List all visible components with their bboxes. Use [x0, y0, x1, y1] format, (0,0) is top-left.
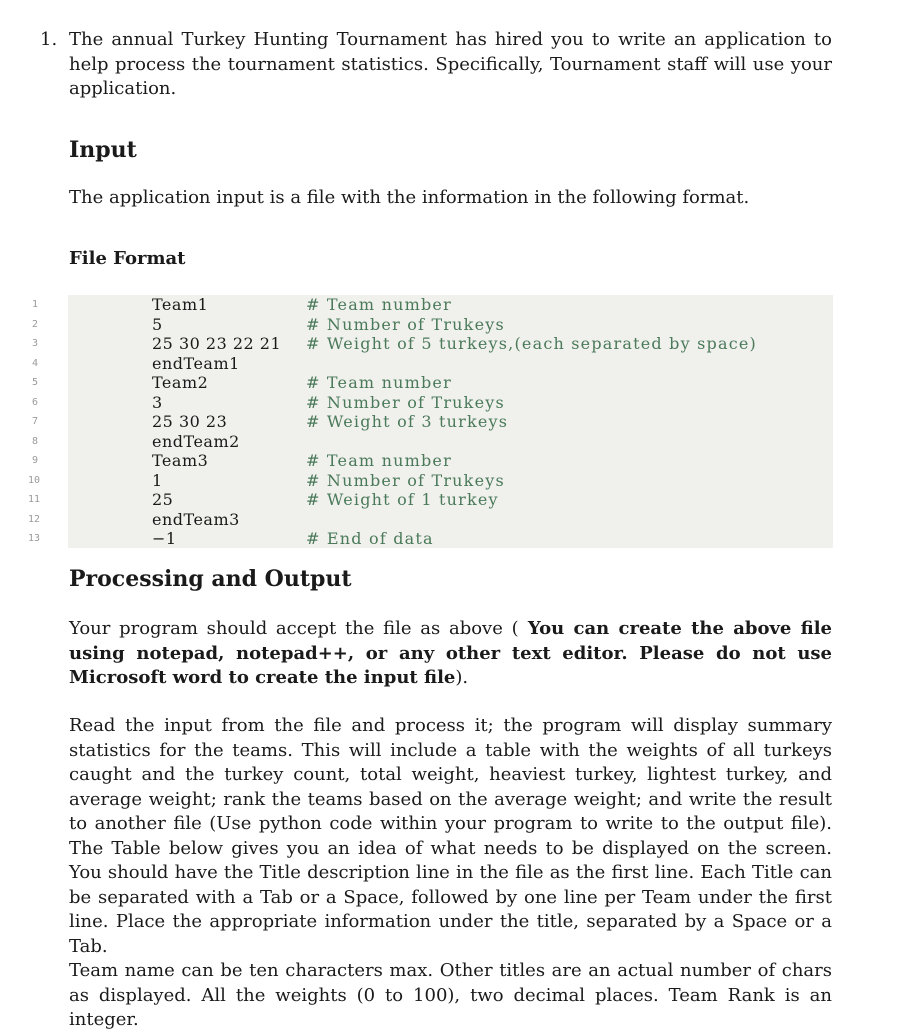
- line-number: 6: [31, 396, 38, 408]
- line-number: 10: [28, 474, 41, 486]
- code-text: 25 30 23 22 21: [152, 334, 282, 353]
- file-format-heading: File Format: [69, 248, 186, 269]
- processing-paragraph-2: Read the input from the file and process it; the program will display summary statistics for the teams. This will include a table with the weights of all turkeys caught and the turkey count, total weight, heaviest turkey, lightest turkey, and average weight; rank the teams based on the average weight; and write the result to another file (Use python code within your program to write to the output file). The Table below gives you an idea of what needs to be displayed on the screen. You should have the Title description line in the file as the first line. Each Title can be separated with a Tab or a Space, followed by one line per Team under the first line. Place the appropriate information under the title, separated by a Space or a Tab.: [69, 715, 832, 957]
- code-comment: # Team number: [306, 373, 452, 392]
- code-text: −1: [152, 529, 177, 548]
- line-number: 8: [31, 435, 38, 447]
- code-text: Team2: [152, 373, 209, 392]
- input-heading: Input: [69, 137, 137, 163]
- code-text: 25 30 23: [152, 412, 228, 431]
- para1-text-a: Your program should accept the file as above (: [69, 618, 519, 639]
- code-comment: # Number of Trukeys: [306, 314, 505, 334]
- code-line: [28, 451, 833, 471]
- processing-output-heading: Processing and Output: [69, 566, 352, 592]
- code-line: [28, 490, 833, 510]
- para1-text-b: ).: [455, 667, 469, 688]
- code-line: [28, 334, 833, 354]
- line-number: 11: [28, 494, 41, 505]
- problem-statement: [40, 28, 832, 102]
- line-number: 12: [28, 513, 41, 525]
- code-line: [28, 432, 833, 452]
- para1-bold-text: You can create the above file using notepad, notepad++, or any other text editor. Please do not use Microsoft word to create the input file: [69, 618, 833, 688]
- code-line: [28, 295, 833, 315]
- code-comment: # Weight of 5 turkeys,(each separated by space): [306, 334, 757, 353]
- code-text: Team3: [152, 451, 209, 470]
- code-comment: # End of data: [306, 529, 434, 548]
- code-text: 25: [152, 490, 174, 509]
- code-comment: # Number of Trukeys: [306, 392, 505, 412]
- code-text: endTeam2: [152, 431, 240, 451]
- code-comment: # Team number: [306, 295, 452, 314]
- line-number: 7: [31, 416, 38, 427]
- code-comment: # Weight of 3 turkeys: [306, 412, 509, 431]
- problem-text: The annual Turkey Hunting Tournament has hired you to write an application to help process the tournament statistics. Specifically, Tournament staff will use your application.: [69, 29, 832, 99]
- code-comment: # Weight of 1 turkey: [306, 490, 499, 509]
- code-comment: # Number of Trukeys: [306, 470, 505, 490]
- code-text: 1: [152, 470, 163, 490]
- line-number: 1: [31, 299, 38, 310]
- line-number: 2: [31, 318, 38, 330]
- code-comment: # Team number: [306, 451, 452, 470]
- code-line: [28, 412, 833, 432]
- code-text: endTeam1: [152, 353, 240, 373]
- line-number: 5: [31, 377, 38, 388]
- line-number: 4: [31, 357, 38, 369]
- problem-number: 1.: [40, 29, 58, 50]
- code-line: [28, 510, 833, 530]
- line-number: 3: [31, 338, 38, 349]
- code-text: endTeam3: [152, 509, 240, 529]
- code-line: [28, 315, 833, 335]
- processing-paragraph-3: Team name can be ten characters max. Other titles are an actual number of chars as displayed. All the weights (0 to 100), two decimal places. Team Rank is an integer.: [69, 960, 832, 1030]
- code-line: [28, 354, 833, 374]
- code-text: 5: [152, 314, 163, 334]
- code-line: [28, 393, 833, 413]
- code-line: [28, 529, 833, 549]
- line-number: 9: [31, 455, 38, 466]
- code-text: 3: [152, 392, 163, 412]
- code-line: [28, 373, 833, 393]
- input-description: The application input is a file with the information in the following format.: [69, 187, 750, 208]
- line-number: 13: [28, 533, 41, 544]
- file-format-code-block: [28, 295, 833, 548]
- processing-paragraph-1: [69, 617, 832, 691]
- code-text: Team1: [152, 295, 209, 314]
- code-line: [28, 471, 833, 491]
